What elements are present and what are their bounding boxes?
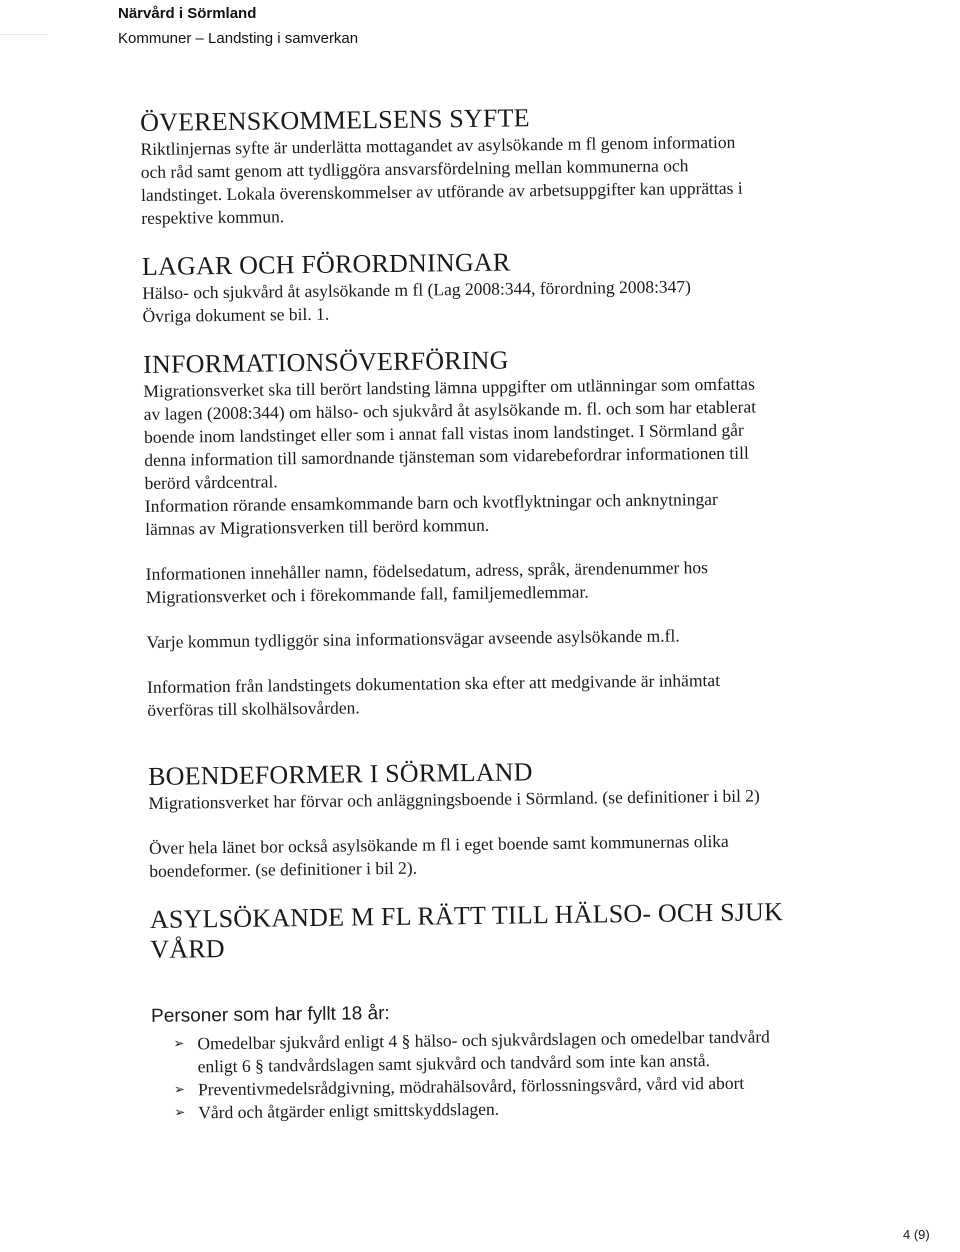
text-line: denna information till samordnande tjänsteman som vidarebefordrar informationen till bbox=[144, 442, 749, 470]
text-line: Varje kommun tydliggör sina informationsvägar avseende asylsökande m.fl. bbox=[146, 625, 680, 652]
section-heading: ÖVERENSKOMMELSENS SYFTE bbox=[140, 103, 530, 137]
scan-artifact-line bbox=[0, 34, 48, 35]
section-heading: INFORMATIONSÖVERFÖRING bbox=[142, 345, 509, 379]
text-line: och råd samt genom att tydliggöra ansvarsfördelning mellan kommunerna och bbox=[140, 155, 689, 182]
text-line: boendeformer. (se definitioner i bil 2). bbox=[149, 857, 418, 881]
organization-name: Närvård i Sörmland bbox=[118, 5, 257, 22]
text-line: respektive kommun. bbox=[141, 206, 285, 228]
text-line: boende inom landstinget eller som i annat fall vistas inom landstinget. I Sörmland går bbox=[143, 419, 744, 447]
list-item-line: Preventivmedelsrådgivning, mödrahälsovård, förlossningsvård, vård vid abort bbox=[197, 1072, 745, 1100]
arrow-bullet-icon: ➢ bbox=[174, 1105, 186, 1121]
text-line: Migrationsverket har förvar och anläggningsboende i Sörmland. (se definitioner i bil 2) bbox=[148, 785, 760, 813]
list-item-line: Vård och åtgärder enligt smittskyddslagen. bbox=[198, 1098, 500, 1123]
document-header bbox=[118, 4, 358, 48]
section-lagar bbox=[142, 244, 828, 328]
section-heading-continued: VÅRD bbox=[150, 934, 225, 964]
text-line: Information rörande ensamkommande barn och kvotflyktningar och anknytningar bbox=[144, 488, 718, 516]
list-item-line: enligt 6 § tandvårdslagen samt sjukvård och tandvård som inte kan anstå. bbox=[197, 1050, 711, 1077]
text-line: berörd vårdcentral. bbox=[144, 471, 278, 493]
text-line: Hälso- och sjukvård åt asylsökande m fl (Lag 2008:344, förordning 2008:347) bbox=[142, 276, 692, 303]
arrow-bullet-icon: ➢ bbox=[173, 1082, 185, 1098]
page-number: 4 (9) bbox=[903, 1227, 930, 1242]
section-boendeformer bbox=[148, 754, 834, 883]
organization-subtitle: Kommuner – Landsting i samverkan bbox=[118, 30, 359, 47]
section-heading: LAGAR OCH FÖRORDNINGAR bbox=[141, 247, 511, 281]
arrow-bullet-icon: ➢ bbox=[173, 1036, 185, 1052]
text-line: landstinget. Lokala överenskommelser av utförande av arbetsuppgifter kan upprättas i bbox=[140, 177, 743, 205]
text-line: Information från landstingets dokumentation ska efter att medgivande är inhämtat bbox=[146, 669, 721, 697]
section-heading: BOENDEFORMER I SÖRMLAND bbox=[147, 757, 533, 791]
text-line: Riktlinjernas syfte är underlätta mottagandet av asylsökande m fl genom information bbox=[140, 131, 736, 159]
text-line: Övriga dokument se bil. 1. bbox=[142, 303, 330, 326]
section-heading: ASYLSÖKANDE M FL RÄTT TILL HÄLSO- OCH SJUK bbox=[149, 897, 784, 934]
lead-text: Personer som har fyllt 18 år: bbox=[150, 1003, 390, 1027]
text-line: Över hela länet bor också asylsökande m fl i eget boende samt kommunernas olika bbox=[148, 830, 729, 858]
section-syfte bbox=[140, 100, 826, 230]
bullet-list bbox=[151, 1025, 837, 1125]
document-body bbox=[140, 100, 837, 1125]
list-item-line: Omedelbar sjukvård enligt 4 § hälso- och sjukvårdslagen och omedelbar tandvård bbox=[197, 1026, 770, 1054]
text-line: Migrationsverket och i förekommande fall, familjemedlemmar. bbox=[145, 581, 589, 607]
text-line: överföras till skolhälsovården. bbox=[147, 697, 360, 720]
text-line: av lagen (2008:344) om hälso- och sjukvård åt asylsökande m. fl. och som har etablerat bbox=[143, 396, 757, 424]
section-informationsoverforing bbox=[143, 342, 832, 722]
list-item bbox=[151, 1025, 837, 1079]
text-line: Migrationsverket ska till berört landsting lämna uppgifter om utlänningar som omfattas bbox=[143, 373, 755, 401]
section-asylsokande-ratt bbox=[150, 897, 838, 1125]
text-line: lämnas av Migrationsverken till berörd kommun. bbox=[145, 514, 490, 539]
text-line: Informationen innehåller namn, födelsedatum, adress, språk, ärendenummer hos bbox=[145, 557, 709, 584]
